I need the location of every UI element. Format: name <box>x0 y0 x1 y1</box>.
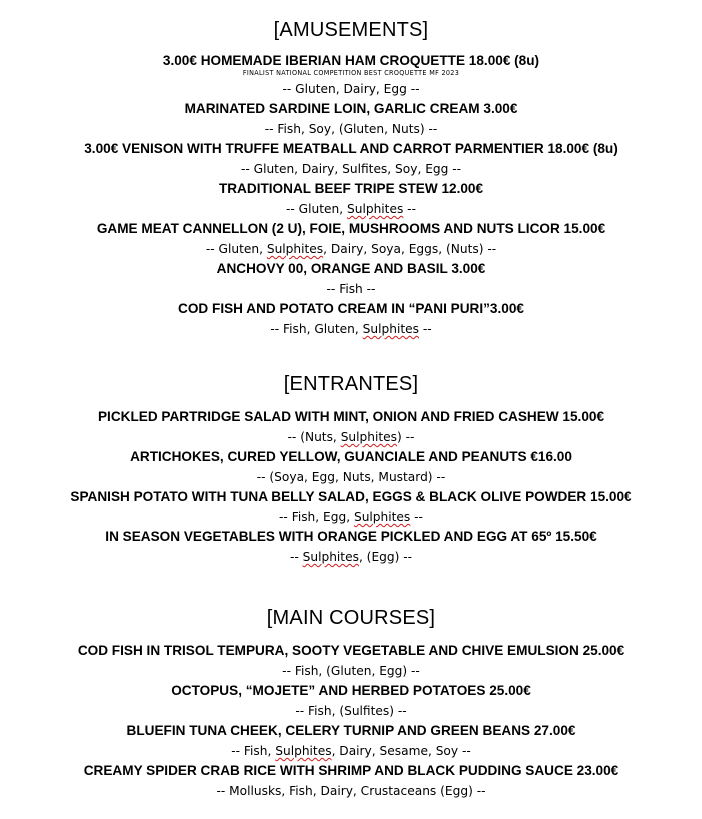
spellcheck-flag: Sulphites <box>353 510 411 524</box>
allergen-line <box>0 79 702 99</box>
dish-name: 3.00€ HOMEMADE IBERIAN HAM CROQUETTE 18.00€ (8u) <box>162 53 540 68</box>
dish-name: GAME MEAT CANNELLON (2 U), FOIE, MUSHROOMS AND NUTS LICOR 15.00€ <box>96 221 606 236</box>
allergen-text: -- Fish, Gluten, <box>270 322 363 336</box>
section-title: [AMUSEMENTS] <box>273 19 429 41</box>
allergen-text: -- Fish, (Gluten, Egg) -- <box>282 664 420 678</box>
spellcheck-flag: Sulphites <box>266 242 324 256</box>
menu-item <box>0 761 702 801</box>
spellcheck-flag: Sulphites <box>346 202 404 216</box>
spellcheck-flag: Sulphites <box>362 322 419 336</box>
menu-item <box>0 407 702 447</box>
allergen-line <box>0 507 702 527</box>
allergen-text: -- Mollusks, Fish, Dairy, Crustaceans (Egg) -- <box>216 784 486 798</box>
allergen-line <box>0 239 702 259</box>
spellcheck-flag: Sulphites <box>340 430 398 444</box>
spellcheck-flag: Sulphites <box>275 744 332 758</box>
allergen-text: -- Fish, Egg, <box>279 510 354 524</box>
allergen-text: , Dairy, Sesame, Soy -- <box>331 744 471 758</box>
allergen-line <box>0 279 702 299</box>
allergen-text: -- <box>418 322 432 336</box>
allergen-text: -- Fish, (Sulfites) -- <box>295 704 407 718</box>
menu-item <box>0 51 702 99</box>
menu-item <box>0 447 702 487</box>
allergen-line <box>0 199 702 219</box>
dish-name: 3.00€ VENISON WITH TRUFFE MEATBALL AND CARROT PARMENTIER 18.00€ (8u) <box>84 141 618 156</box>
menu-item <box>0 487 702 527</box>
allergen-line <box>0 119 702 139</box>
menu-item <box>0 721 702 761</box>
allergen-line <box>0 159 702 179</box>
dish-name: ANCHOVY 00, ORANGE AND BASIL 3.00€ <box>216 261 486 276</box>
allergen-text: -- Fish -- <box>326 282 376 296</box>
dish-name: COD FISH AND POTATO CREAM IN “PANI PURI”3.00€ <box>178 301 524 316</box>
dish-name: COD FISH IN TRISOL TEMPURA, SOOTY VEGETABLE AND CHIVE EMULSION 25.00€ <box>77 643 625 658</box>
allergen-text: -- (Soya, Egg, Nuts, Mustard) -- <box>256 470 446 484</box>
menu-item <box>0 299 702 339</box>
allergen-line <box>0 661 702 681</box>
spellcheck-flag: Sulphites <box>302 550 359 564</box>
allergen-text: -- Gluten, Dairy, Sulfites, Soy, Egg -- <box>240 162 462 176</box>
menu-item <box>0 527 702 567</box>
allergen-text: -- <box>289 550 303 564</box>
allergen-text: -- <box>403 202 416 216</box>
dish-name: OCTOPUS, “MOJETE” AND HERBED POTATOES 25.00€ <box>171 683 531 698</box>
allergen-line <box>0 547 702 567</box>
allergen-text: -- Fish, <box>231 744 276 758</box>
dish-name: ARTICHOKES, CURED YELLOW, GUANCIALE AND PEANUTS €16.00 <box>130 449 572 464</box>
allergen-text: -- (Nuts, <box>287 430 341 444</box>
menu-item <box>0 179 702 219</box>
allergen-line <box>0 781 702 801</box>
dish-name: PICKLED PARTRIDGE SALAD WITH MINT, ONION AND FRIED CASHEW 15.00€ <box>97 409 605 424</box>
menu-item <box>0 259 702 299</box>
menu-item <box>0 641 702 681</box>
dish-name: IN SEASON VEGETABLES WITH ORANGE PICKLED AND EGG AT 65º 15.50€ <box>105 529 597 544</box>
allergen-text: ) -- <box>397 430 415 444</box>
section-title: [MAIN COURSES] <box>266 607 436 629</box>
allergen-text: -- <box>410 510 423 524</box>
dish-name: SPANISH POTATO WITH TUNA BELLY SALAD, EGGS & BLACK OLIVE POWDER 15.00€ <box>70 489 632 504</box>
menu-item <box>0 681 702 721</box>
allergen-text: , Dairy, Soya, Eggs, (Nuts) -- <box>323 242 497 256</box>
dish-name: TRADITIONAL BEEF TRIPE STEW 12.00€ <box>218 181 484 196</box>
section-entrantes <box>0 372 702 567</box>
allergen-line <box>0 427 702 447</box>
allergen-text: -- Gluten, Dairy, Egg -- <box>282 82 420 96</box>
section-amusements <box>0 18 702 339</box>
allergen-text: -- Gluten, <box>205 242 267 256</box>
dish-name: CREAMY SPIDER CRAB RICE WITH SHRIMP AND BLACK PUDDING SAUCE 23.00€ <box>83 763 619 778</box>
allergen-line <box>0 319 702 339</box>
dish-name: MARINATED SARDINE LOIN, GARLIC CREAM 3.00€ <box>184 101 518 116</box>
allergen-text: , (Egg) -- <box>358 550 413 564</box>
menu-item <box>0 139 702 179</box>
section-title: [ENTRANTES] <box>283 373 419 395</box>
allergen-line <box>0 701 702 721</box>
allergen-text: -- Gluten, <box>286 202 347 216</box>
dish-name: BLUEFIN TUNA CHEEK, CELERY TURNIP AND GREEN BEANS 27.00€ <box>126 723 576 738</box>
section-main-courses <box>0 606 702 801</box>
menu-item <box>0 99 702 139</box>
allergen-text: -- Fish, Soy, (Gluten, Nuts) -- <box>264 122 438 136</box>
menu-item <box>0 219 702 259</box>
allergen-line <box>0 741 702 761</box>
allergen-line <box>0 467 702 487</box>
award-note: FINALIST NATIONAL COMPETITION BEST CROQUETTE MF 2023 <box>242 69 460 77</box>
